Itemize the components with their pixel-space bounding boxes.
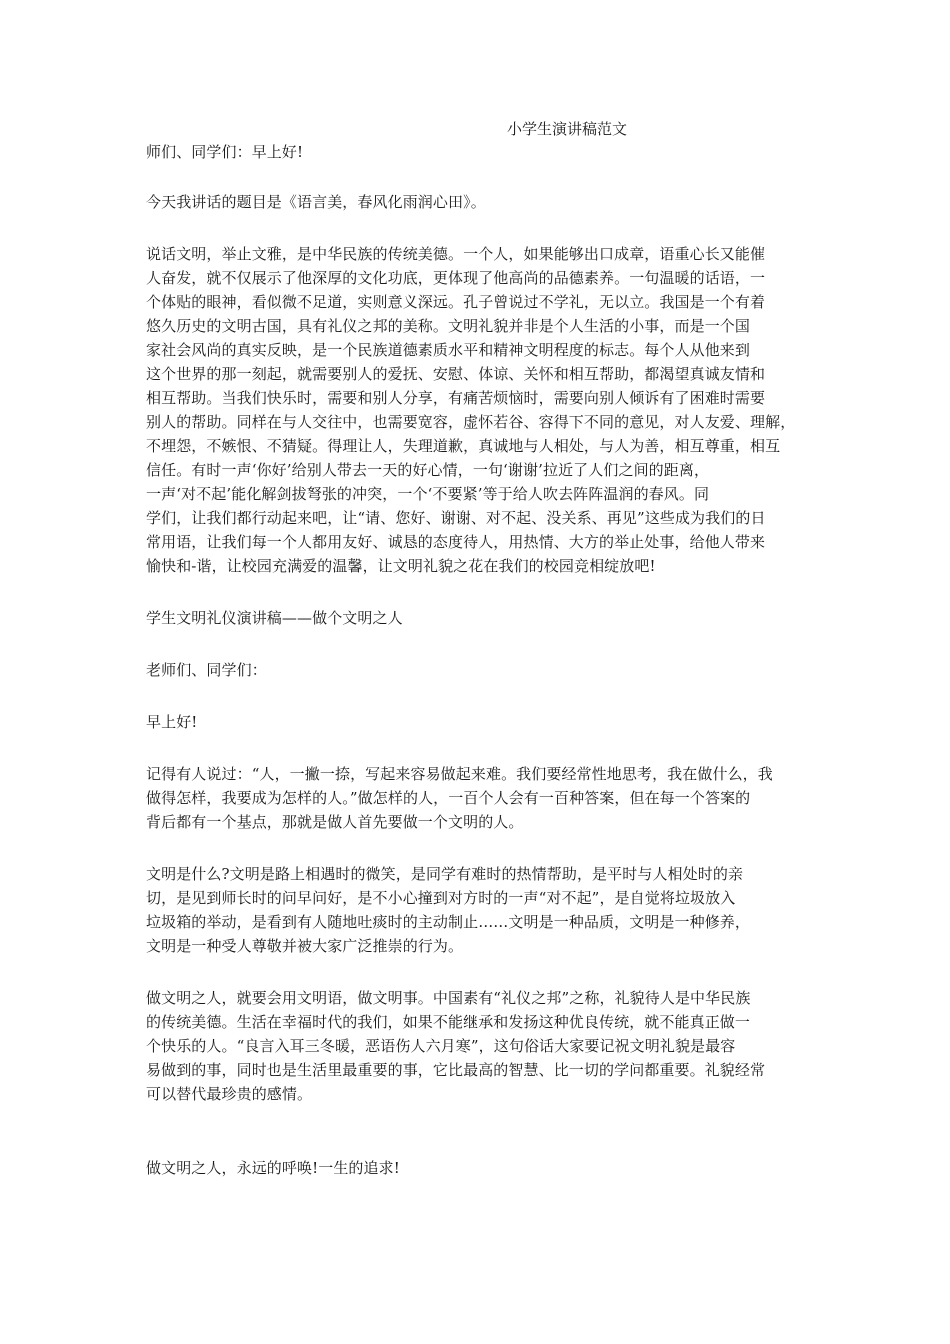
speech2-title: 学生文明礼仪演讲稿——做个文明之人 — [146, 609, 403, 627]
text-line: 悠久历史的文明古国，具有礼仪之邦的美称。文明礼貌并非是个人生活的小事，而是一个国 — [146, 317, 751, 335]
text-line: 记得有人说过：“人，一撇一捺，写起来容易做起来难。我们要经常性地思考，我在做什么，我 — [146, 765, 773, 783]
speech1-paragraph — [146, 242, 816, 578]
greeting: 师们、同学们：早上好! — [146, 143, 304, 161]
text-line: 学们，让我们都行动起来吧，让“请、您好、谢谢、对不起、没关系、再见”这些成为我们的日 — [146, 509, 766, 527]
text-line: 的传统美德。生活在幸福时代的我们，如果不能继承和发扬这种优良传统，就不能真正做一 — [146, 1013, 751, 1031]
text-line: 信任。有时一声‘你好’给别人带去一天的好心情，一句‘谢谢’拉近了人们之间的距离， — [146, 461, 710, 479]
text-line: 可以替代最珍贵的感情。 — [146, 1085, 313, 1103]
remember-paragraph — [146, 762, 816, 834]
speech2-greeting: 老师们、同学们： — [146, 661, 267, 679]
text-line: 做文明之人，就要会用文明语，做文明事。中国素有“礼仪之邦”之称，礼貌待人是中华民族 — [146, 989, 751, 1007]
be-civil-paragraph — [146, 986, 816, 1106]
text-line: 易做到的事，同时也是生活里最重要的事，它比最高的智慧、比一切的学问都重要。礼貌经常 — [146, 1061, 766, 1079]
document-title: 小学生演讲稿范文 — [507, 120, 628, 138]
text-line: 人奋发，就不仅展示了他深厚的文化功底，更体现了他高尚的品德素养。一句温暖的话语，一 — [146, 269, 766, 287]
text-line: 个快乐的人。“良言入耳三冬暖，恶语伤人六月寒”，这句俗话大家要记祝文明礼貌是最容 — [146, 1037, 736, 1055]
closing-line: 做文明之人，永远的呼唤!一生的追求! — [146, 1159, 400, 1177]
intro-paragraph: 今天我讲话的题目是《语言美，春风化雨润心田》。 — [146, 193, 486, 211]
what-is-civility-paragraph — [146, 862, 816, 958]
text-line: 个体贴的眼神，看似微不足道，实则意义深远。孔子曾说过不学礼，无以立。我国是一个有着 — [146, 293, 766, 311]
text-line: 文明是什么?文明是路上相遇时的微笑，是同学有难时的热情帮助，是平时与人相处时的亲 — [146, 865, 744, 883]
text-line: 相互帮助。当我们快乐时，需要和别人分享，有痛苦烦恼时，需要向别人倾诉有了困难时需要 — [146, 389, 766, 407]
text-line: 常用语，让我们每一个人都用友好、诚恳的态度待人，用热情、大方的举止处事，给他人带来 — [146, 533, 766, 551]
text-line: 文明是一种受人尊敬并被大家广泛推崇的行为。 — [146, 937, 464, 955]
text-line: 不埋怨，不嫉恨、不猜疑。得理让人，失理道歉，真诚地与人相处，与人为善，相互尊重，相互 — [146, 437, 781, 455]
text-line: 做得怎样，我要成为怎样的人。”做怎样的人，一百个人会有一百种答案，但在每一个答案的 — [146, 789, 751, 807]
speech2-good-morning: 早上好! — [146, 713, 198, 731]
text-line: 家社会风尚的真实反映，是一个民族道德素质水平和精神文明程度的标志。每个人从他来到 — [146, 341, 751, 359]
text-line: 这个世界的那一刻起，就需要别人的爱抚、安慰、体谅、关怀和相互帮助，都渴望真诚友情和 — [146, 365, 766, 383]
text-line: 愉快和-谐，让校园充满爱的温馨，让文明礼貌之花在我们的校园竞相绽放吧! — [146, 557, 656, 575]
text-line: 一声‘对不起’能化解剑拔弩张的冲突，一个‘不要紧’等于给人吹去阵阵温润的春风。同 — [146, 485, 710, 503]
text-line: 切，是见到师长时的问早问好，是不小心撞到对方时的一声“对不起”，是自觉将垃圾放入 — [146, 889, 736, 907]
text-line: 背后都有一个基点，那就是做人首先要做一个文明的人。 — [146, 813, 524, 831]
text-line: 别人的帮助。同样在与人交往中，也需要宽容，虚怀若谷、容得下不同的意见，对人友爱、理解， — [146, 413, 796, 431]
text-line: 垃圾箱的举动，是看到有人随地吐痰时的主动制止……文明是一种品质，文明是一种修养， — [146, 913, 751, 931]
document-page — [146, 118, 816, 1180]
text-line: 说话文明，举止文雅，是中华民族的传统美德。一个人，如果能够出口成章，语重心长又能催 — [146, 245, 766, 263]
